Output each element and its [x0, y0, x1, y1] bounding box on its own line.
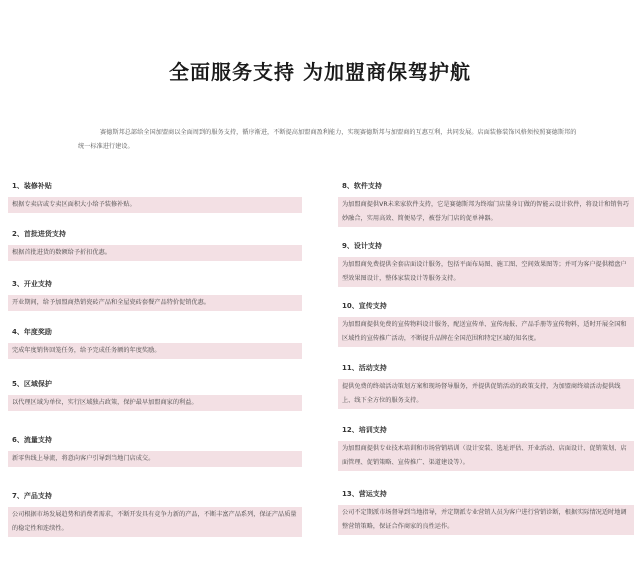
section-decoration-subsidy: [8, 180, 302, 213]
section-title: 1、装修补贴: [12, 182, 52, 190]
section-body: 新零售线上导流，将意向客户引导到当地门店成交。: [8, 451, 302, 467]
section-opening: [8, 278, 302, 311]
section-traffic: [8, 434, 302, 467]
section-title: 12、培训支持: [342, 426, 387, 434]
section-title: 8、软件支持: [342, 182, 382, 190]
section-annual-reward: [8, 326, 302, 359]
section-body: 为加盟商免费提供全套店面设计服务，包括平面布局图、施工图、空间效果图等；并可为客户提供精盘户型效果图设计，整体家装设计等服务支持。: [338, 257, 634, 287]
section-title: 11、活动支持: [342, 364, 387, 372]
section-title: 5、区域保护: [12, 380, 52, 388]
section-title: 7、产品支持: [12, 492, 52, 500]
section-body: 为加盟商提供免费的宣传物料设计服务，配送宣传单、宣传海报、产品手册等宣传物料，适时开展全国和区域性的宣传推广活动，不断提升品牌在全国范围和特定区域的知名度。: [338, 317, 634, 347]
intro-paragraph: 赛德斯邦总部给全国加盟商以全面周到的服务支持，循序渐进，不断提高加盟商盈利能力，实现赛德斯邦与加盟商的互惠互利，共同发展。店面装修装饰风格须按照赛德斯邦的统一标准进行建设。: [78, 129, 577, 150]
section-body: 提供免费的终端活动策划方案和现场督导服务，并提供促销活动的政策支持，为加盟商终端活动提供线上、线下全方位的服务支持。: [338, 379, 634, 409]
section-activity: [338, 362, 634, 409]
section-body: 开业期间，给予加盟商热销瓷砖产品和全屋瓷砖套餐产品特价促销优惠。: [8, 295, 302, 311]
section-body: 为加盟商提供专业技术培训和市场营销培训（设计安装、选址评估、开业活动、店面设计、促销策划、店面管理、促销策略、宣传推广、渠道建设等）。: [338, 441, 634, 471]
section-publicity: [338, 300, 634, 347]
section-design: [338, 240, 634, 287]
section-body: 公司不定期派市场督导到当地指导，并定期派专业营销人员为客户进行营销诊断，根据实际情况适时地调整营销策略，保证合作商家的良性运作。: [338, 505, 634, 535]
section-body: 公司根据市场发展趋势和消费者需求，不断开发具有竞争力新的产品，不断丰富产品系列，保证产品质量的稳定性和连续性。: [8, 507, 302, 537]
section-title: 6、流量支持: [12, 436, 52, 444]
section-body: 以代理区域为单位，实行区域独占政策，保护最早加盟商家的利益。: [8, 395, 302, 411]
section-body: 根据专卖店或专卖区面积大小给予装修补贴。: [8, 197, 302, 213]
section-operation: [338, 488, 634, 535]
section-training: [338, 424, 634, 471]
section-title: 9、设计支持: [342, 242, 382, 250]
section-title: 4、年度奖励: [12, 328, 52, 336]
section-region-protection: [8, 378, 302, 411]
section-first-purchase: [8, 228, 302, 261]
section-body: 为加盟商提供VR未来家软件支持，它是赛德斯邦为终端门店量身订做的智能云设计软件，将设计和销售巧妙融合，实用高效、简便易学，被誉为门店的促单神器。: [338, 197, 634, 227]
page-title: 全面服务支持 为加盟商保驾护航: [169, 60, 471, 84]
section-software: [338, 180, 634, 227]
section-body: 根据首批进货的数额给予折扣优惠。: [8, 245, 302, 261]
section-title: 13、营运支持: [342, 490, 387, 498]
section-body: 完成年度销售回笼任务，给予完成任务额的年度奖励。: [8, 343, 302, 359]
section-title: 3、开业支持: [12, 280, 52, 288]
section-product: [8, 490, 302, 537]
section-title: 10、宣传支持: [342, 302, 387, 310]
section-title: 2、首批进货支持: [12, 230, 66, 238]
